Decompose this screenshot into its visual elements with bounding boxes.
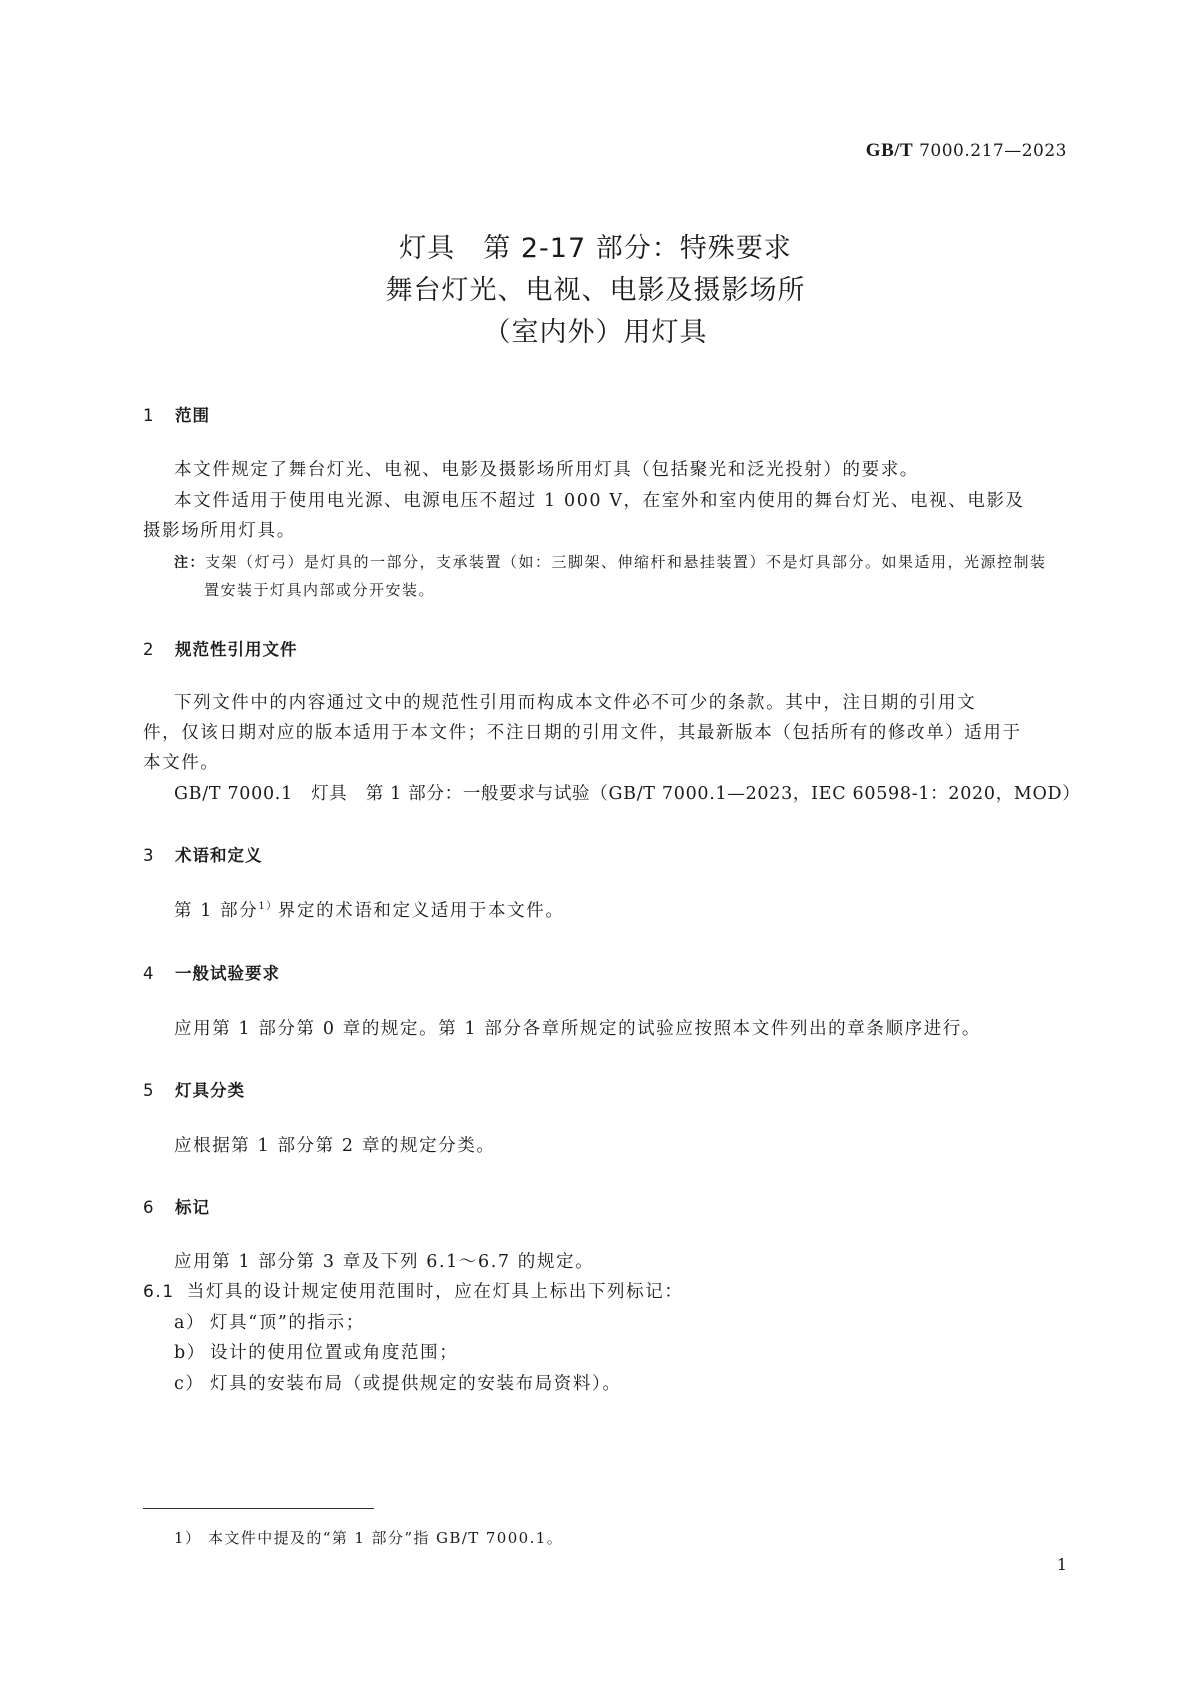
title-line-2: 舞台灯光、电视、电影及摄影场所 bbox=[385, 275, 806, 306]
section-2-heading bbox=[143, 636, 298, 660]
footnote-label: 1） bbox=[174, 1529, 202, 1547]
subclause-text: 当灯具的设计规定使用范围时，应在灯具上标出下列标记： bbox=[186, 1282, 684, 1302]
section-title: 规范性引用文件 bbox=[175, 640, 298, 659]
list-item-label: c） bbox=[174, 1374, 205, 1394]
section-1-paragraph-2-cont: 摄影场所用灯具。 bbox=[143, 521, 296, 541]
section-6-heading bbox=[143, 1194, 210, 1218]
section-1-note bbox=[174, 551, 1047, 572]
standard-prefix: GB/T bbox=[865, 140, 914, 161]
section-2-paragraph-line-1: 下列文件中的内容通过文中的规范性引用而构成本文件必不可少的条款。其中，注日期的引用文 bbox=[174, 693, 977, 713]
section-3-heading bbox=[143, 842, 263, 866]
footnote bbox=[174, 1527, 563, 1548]
section-4-heading bbox=[143, 960, 280, 984]
list-item-label: a） bbox=[174, 1313, 206, 1333]
list-item bbox=[174, 1370, 621, 1395]
list-item bbox=[174, 1339, 458, 1364]
list-item-text: 灯具“顶”的指示； bbox=[210, 1313, 365, 1333]
section-3-paragraph bbox=[174, 897, 564, 922]
section-title: 灯具分类 bbox=[175, 1081, 245, 1100]
section-1-paragraph-2: 本文件适用于使用电光源、电源电压不超过 1 000 V，在室外和室内使用的舞台灯光、电视、电影及 bbox=[174, 491, 1025, 511]
section-number: 5 bbox=[143, 1081, 155, 1100]
section-number: 4 bbox=[143, 964, 155, 983]
footnote-marker: 1） bbox=[258, 901, 278, 913]
paragraph-text: 界定的术语和定义适用于本文件。 bbox=[277, 901, 565, 921]
section-title: 一般试验要求 bbox=[175, 964, 280, 983]
part-reference: 第 1 部分 bbox=[174, 901, 259, 921]
title-line-3: （室内外）用灯具 bbox=[483, 317, 708, 348]
section-2-paragraph-line-3: 本文件。 bbox=[143, 753, 220, 773]
subclause-6-1 bbox=[143, 1278, 683, 1303]
note-text: 支架（灯弓）是灯具的一部分，支承装置（如：三脚架、伸缩杆和悬挂装置）不是灯具部分。如果适用，光源控制装 bbox=[205, 553, 1047, 571]
document-number bbox=[866, 140, 1067, 162]
list-item-text: 灯具的安装布局（或提供规定的安装布局资料）。 bbox=[210, 1374, 622, 1394]
standard-number: 7000.217—2023 bbox=[919, 141, 1067, 161]
page-number: 1 bbox=[1056, 1555, 1067, 1574]
list-item bbox=[174, 1309, 365, 1334]
section-number: 1 bbox=[143, 406, 155, 425]
section-title: 范围 bbox=[175, 406, 210, 425]
section-title: 术语和定义 bbox=[175, 846, 263, 865]
section-number: 2 bbox=[143, 640, 155, 659]
section-title: 标记 bbox=[175, 1198, 210, 1217]
section-number: 6 bbox=[143, 1198, 155, 1217]
section-number: 3 bbox=[143, 846, 155, 865]
footnote-separator bbox=[143, 1508, 374, 1509]
section-1-paragraph-1: 本文件规定了舞台灯光、电视、电影及摄影场所用灯具（包括聚光和泛光投射）的要求。 bbox=[174, 460, 919, 480]
subclause-number: 6.1 bbox=[143, 1282, 175, 1302]
normative-reference: GB/T 7000.1 灯具 第 1 部分：一般要求与试验（GB/T 7000.1—2023，IEC 60598-1：2020，MOD） bbox=[174, 784, 1081, 804]
section-6-paragraph: 应用第 1 部分第 3 章及下列 6.1～6.7 的规定。 bbox=[174, 1252, 595, 1272]
section-2-paragraph-line-2: 件，仅该日期对应的版本适用于本文件；不注日期的引用文件，其最新版本（包括所有的修改单）适用于 bbox=[143, 723, 1022, 743]
section-1-note-cont: 置安装于灯具内部或分开安装。 bbox=[204, 581, 436, 599]
section-5-paragraph: 应根据第 1 部分第 2 章的规定分类。 bbox=[174, 1136, 496, 1156]
section-4-paragraph: 应用第 1 部分第 0 章的规定。第 1 部分各章所规定的试验应按照本文件列出的章条顺序进行。 bbox=[174, 1019, 981, 1039]
section-1-heading bbox=[143, 402, 210, 426]
note-label: 注： bbox=[174, 555, 205, 571]
list-item-label: b） bbox=[174, 1343, 206, 1363]
list-item-text: 设计的使用位置或角度范围； bbox=[210, 1343, 459, 1363]
section-5-heading bbox=[143, 1077, 245, 1101]
title-line-1: 灯具 第 2-17 部分：特殊要求 bbox=[399, 233, 792, 264]
footnote-text: 本文件中提及的“第 1 部分”指 GB/T 7000.1。 bbox=[208, 1529, 564, 1547]
